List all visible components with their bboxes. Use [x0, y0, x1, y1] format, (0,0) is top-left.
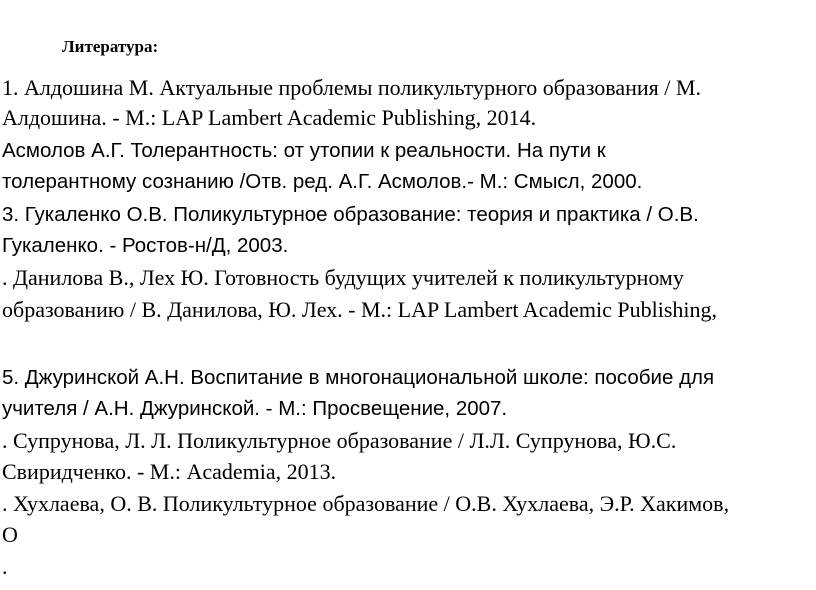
reference-line: Гукаленко. - Ростов-н/Д, 2003.	[2, 234, 289, 257]
reference-line: Свиридченко. - М.: Academia, 2013.	[2, 459, 337, 484]
page-title: Литература:	[62, 37, 159, 56]
reference-line: . Супрунова, Л. Л. Поликультурное образование / Л.Л. Супрунова, Ю.С.	[2, 428, 677, 453]
reference-line: . Данилова В., Лех Ю. Готовность будущих учителей к поликультурному	[2, 265, 684, 290]
reference-line: .	[2, 554, 8, 579]
reference-line: 5. Джуринской А.Н. Воспитание в многонациональной школе: пособие для	[2, 366, 715, 389]
reference-line: учителя / А.Н. Джуринской. - М.: Просвещение, 2007.	[2, 397, 508, 420]
reference-line: образованию / В. Данилова, Ю. Лех. - М.: LAP Lambert Academic Publishing,	[2, 297, 718, 322]
reference-line: 3. Гукаленко О.В. Поликультурное образование: теория и практика / О.В.	[2, 203, 699, 226]
reference-line: Алдошина. - М.: LAP Lambert Academic Publishing, 2014.	[2, 105, 537, 130]
reference-line: толерантному сознанию /Отв. ред. А.Г. Асмолов.- М.: Смысл, 2000.	[2, 170, 643, 193]
reference-line: О	[2, 522, 18, 547]
reference-line: 1. Алдошина М. Актуальные проблемы поликультурного образования / М.	[2, 75, 701, 100]
reference-line: . Хухлаева, О. В. Поликультурное образование / О.В. Хухлаева, Э.Р. Хакимов,	[2, 491, 730, 516]
reference-line: Асмолов А.Г. Толерантность: от утопии к реальности. На пути к	[2, 139, 606, 162]
